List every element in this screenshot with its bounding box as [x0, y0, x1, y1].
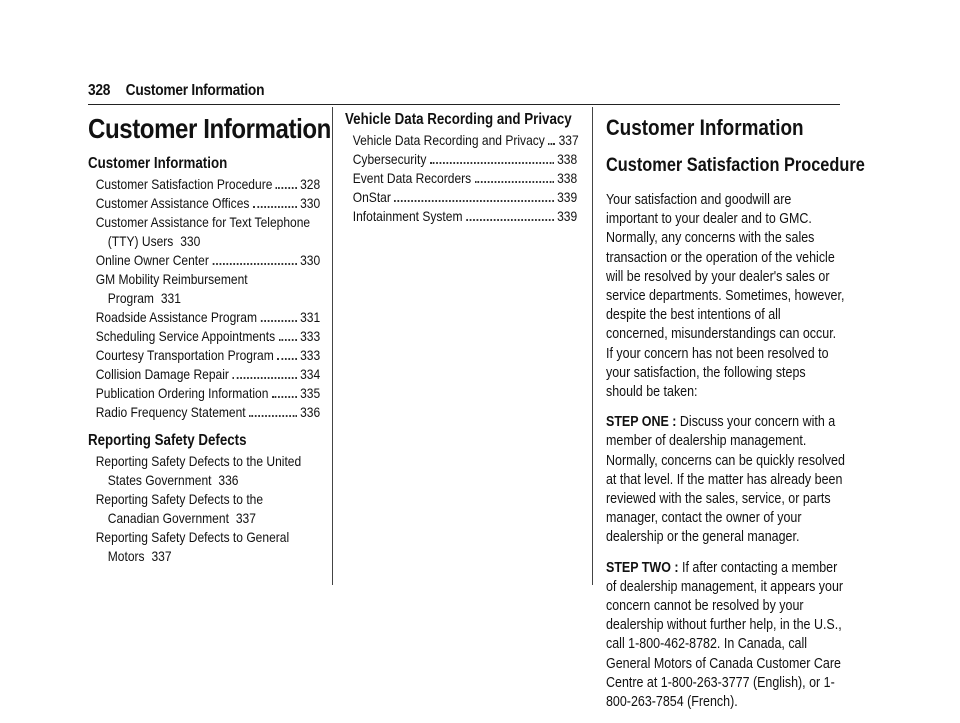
toc-entry[interactable]: Reporting Safety Defects to the United States Government 336	[95, 453, 302, 488]
toc-entry[interactable]: Reporting Safety Defects to the Canadian Government 337	[95, 491, 264, 526]
toc-entry[interactable]: Scheduling Service Appointments 333	[95, 328, 321, 344]
toc-entry[interactable]: Customer Assistance Offices 330	[95, 195, 321, 211]
toc-list	[88, 175, 320, 422]
toc-entry[interactable]: Collision Damage Repair 334	[95, 366, 321, 382]
step-two-text: If after contacting a member of dealership management, it appears your concern cannot be resolved by your dealership without further help, in the U.S., call 1-800-462-8782. In Canada, call General Motors of Canada Customer Care Centre at 1-800-263-3777 (English), or 1-800-263-7854 (French).	[606, 559, 844, 711]
header-rule	[88, 104, 840, 105]
header-title: Customer Information	[125, 82, 265, 99]
intro-paragraph: Your satisfaction and goodwill are important to your dealer and to GMC. Normally, any concerns with the sales transaction or the operation of the vehicle will be resolved by your dealer's sales or service departments. Sometimes, however, despite the best intentions of all concerned, misunderstandings can occur. If your concern has not been resolved to your satisfaction, the following steps should be taken:	[606, 192, 845, 401]
body-column	[606, 107, 865, 723]
toc-entry[interactable]: Cybersecurity 338	[352, 151, 578, 167]
toc-list	[345, 131, 577, 226]
step-one-paragraph	[606, 413, 845, 547]
toc-entry[interactable]: Publication Ordering Information 335	[95, 385, 321, 401]
toc-column-1	[88, 107, 331, 566]
section-title: Customer Information	[606, 115, 804, 140]
step-two-paragraph	[606, 559, 845, 713]
column-divider	[332, 107, 333, 585]
toc-entry[interactable]: Online Owner Center 330	[95, 252, 321, 268]
toc-section-title: Customer Information	[88, 155, 228, 172]
toc-list	[88, 452, 320, 566]
toc-entry[interactable]: Reporting Safety Defects to General Motors 337	[95, 529, 290, 564]
toc-entry[interactable]: OnStar 339	[352, 189, 578, 205]
step-two-label: STEP TWO :	[606, 559, 679, 576]
column-divider	[592, 107, 593, 585]
step-one-text: Discuss your concern with a member of dealership management. Normally, concerns can be quickly resolved at that level. If the matter has already been reviewed with the sales, service, or parts manager, contact the owner of your dealership or the general manager.	[606, 414, 845, 546]
toc-entry[interactable]: Event Data Recorders 338	[352, 170, 578, 186]
toc-section-title: Vehicle Data Recording and Privacy	[345, 111, 572, 128]
subsection-title: Customer Satisfaction Procedure	[606, 155, 865, 176]
toc-entry[interactable]: GM Mobility Reimbursement Program 331	[95, 271, 248, 306]
toc-entry[interactable]: Roadside Assistance Program 331	[95, 309, 321, 325]
toc-entry[interactable]: Customer Satisfaction Procedure 328	[95, 176, 321, 192]
toc-entry[interactable]: Radio Frequency Statement 336	[95, 404, 321, 420]
step-one-label: STEP ONE :	[606, 414, 677, 431]
running-header	[88, 82, 264, 100]
toc-section-title: Reporting Safety Defects	[88, 432, 247, 449]
toc-entry[interactable]: Courtesy Transportation Program 333	[95, 347, 321, 363]
toc-column-2	[345, 107, 581, 226]
toc-entry[interactable]: Infotainment System 339	[352, 208, 578, 224]
toc-entry[interactable]: Customer Assistance for Text Telephone (TTY) Users 330	[95, 214, 311, 249]
toc-entry[interactable]: Vehicle Data Recording and Privacy 337	[352, 132, 579, 148]
page-number: 328	[88, 82, 111, 99]
chapter-title: Customer Information	[88, 113, 331, 144]
